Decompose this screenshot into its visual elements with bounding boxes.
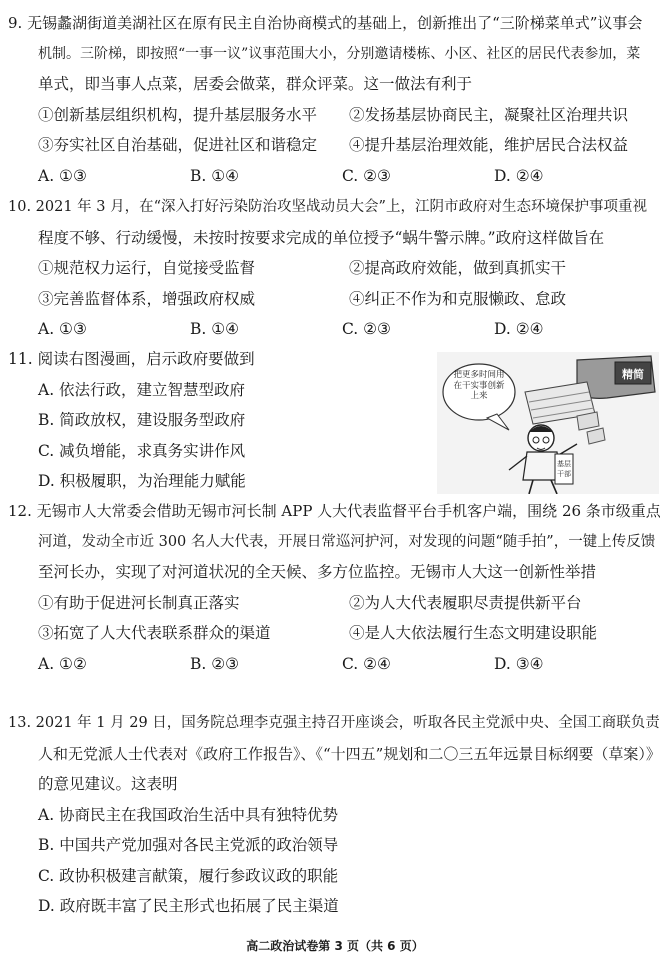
choice-c: C. ②④: [342, 654, 391, 673]
choice-b: B. ①④: [190, 166, 240, 185]
question-stem-line: 程度不够、行动缓慢，未按时按要求完成的单位授予“蜗牛警示牌。”政府这样做旨在: [38, 228, 605, 247]
choice-b: B. ①④: [190, 320, 240, 338]
page-footer: 高二政治试卷第 3 页（共 6 页）: [246, 939, 424, 953]
cartoon-illustration: [437, 352, 659, 494]
choice-c: C. ②③: [342, 166, 391, 185]
choice-d: D. ③④: [494, 654, 544, 673]
choice-a: A. ①③: [38, 166, 87, 185]
choice-d: D. ②④: [494, 320, 544, 338]
choice-b: B. ②③: [190, 654, 240, 673]
choice-c: C. 减负增能，求真务实讲作风: [38, 441, 246, 460]
choice-d: D. ②④: [494, 166, 544, 185]
statement-row: [8, 130, 660, 161]
choice-b: B. 中国共产党加强对各民主党派的政治领导: [38, 836, 339, 854]
statement-4: ④提升基层治理效能，维护居民合法权益: [349, 136, 629, 154]
statement-1: ①有助于促进河长制真正落实: [38, 593, 240, 612]
question-stem-line: 的意见建议。这表明: [38, 775, 178, 793]
question-13: [8, 708, 660, 922]
choice-b: B. 简政放权，建设服务型政府: [38, 411, 246, 429]
statement-row: [8, 618, 660, 649]
question-stem-line: 9. 无锡蠡湖街道美湖社区在原有民主自治协商模式的基础上，创新推出了“三阶梯菜单式”议事会: [8, 14, 643, 32]
statement-4: ④是人大依法履行生态文明建设职能: [349, 624, 598, 642]
cartoon-drawing: [437, 352, 659, 494]
speech-bubble-text: 把更多时间用在干实事创新上来: [453, 370, 505, 401]
statement-3: ③拓宽了人大代表联系群众的渠道: [38, 624, 271, 642]
question-stem-line: 河道，发动全市近 300 名人大代表，开展日常巡河护河，对发现的问题“随手拍”，一键上传反馈: [38, 533, 656, 550]
question-stem-line: 单式，即当事人点菜，居委会做菜，群众评菜。这一做法有利于: [38, 75, 473, 93]
choice-a: A. 依法行政，建立智慧型政府: [38, 380, 246, 399]
statement-1: ①规范权力运行，自觉接受监督: [38, 259, 256, 277]
statement-row: [8, 284, 660, 315]
question-stem-line: 人和无党派人士代表对《政府工作报告》、《“十四五”规划和二〇三五年远景目标纲要（草案）》: [38, 744, 661, 763]
question-10: [8, 192, 660, 345]
question-stem-line: 11. 阅读右图漫画，启示政府要做到: [8, 350, 255, 368]
statement-4: ④纠正不作为和克服懒政、怠政: [349, 289, 567, 308]
statement-2: ②提高政府效能，做到真抓实干: [349, 259, 567, 277]
question-stem-line: 10. 2021 年 3 月，在“深入打好污染防治攻坚战动员大会”上，江阴市政府对生态环境保护事项重视: [8, 199, 647, 215]
statement-2: ②为人大代表履职尽责提供新平台: [349, 593, 582, 612]
choice-row: [8, 649, 660, 680]
question-12: [8, 496, 660, 679]
choice-d: D. 积极履职，为治理能力赋能: [38, 472, 246, 490]
choice-row: [8, 161, 660, 192]
statement-row: [8, 100, 660, 131]
cadre-label: 基层: [557, 460, 571, 468]
statement-3: ③夯实社区自治基础，促进社区和谐稳定: [38, 136, 318, 154]
question-stem-line: 12. 无锡市人大常委会借助无锡市河长制 APP 人大代表监督平台手机客户端，围绕 26 条市级重点: [8, 502, 661, 520]
question-9: [8, 8, 660, 191]
statement-row: [8, 588, 660, 619]
choice-a: A. ①③: [38, 320, 87, 338]
statement-row: [8, 253, 660, 284]
choice-row: [8, 314, 660, 345]
tag-label: 精简: [622, 368, 644, 381]
cadre-label: 干部: [557, 470, 571, 478]
question-11: [8, 344, 438, 497]
choice-c: C. 政协积极建言献策，履行参政议政的职能: [38, 866, 339, 885]
question-stem-line: 13. 2021 年 1 月 29 日，国务院总理李克强主持召开座谈会，听取各民主党派中央、全国工商联负责: [8, 715, 660, 731]
choice-a: A. 协商民主在我国政治生活中具有独特优势: [38, 805, 339, 824]
choice-d: D. 政府既丰富了民主形式也拓展了民主渠道: [38, 897, 339, 915]
statement-3: ③完善监督体系，增强政府权威: [38, 289, 256, 308]
question-stem-line: 机制。三阶梯，即按照“一事一议”议事范围大小，分别邀请楼栋、小区、社区的居民代表参加，菜: [38, 45, 641, 62]
choice-a: A. ①②: [38, 654, 87, 673]
statement-1: ①创新基层组织机构，提升基层服务水平: [38, 105, 318, 124]
question-stem-line: 至河长办，实现了对河道状况的全天候、多方位监控。无锡市人大这一创新性举措: [38, 563, 597, 581]
statement-2: ②发扬基层协商民主，凝聚社区治理共识: [349, 105, 629, 124]
choice-c: C. ②③: [342, 320, 391, 338]
